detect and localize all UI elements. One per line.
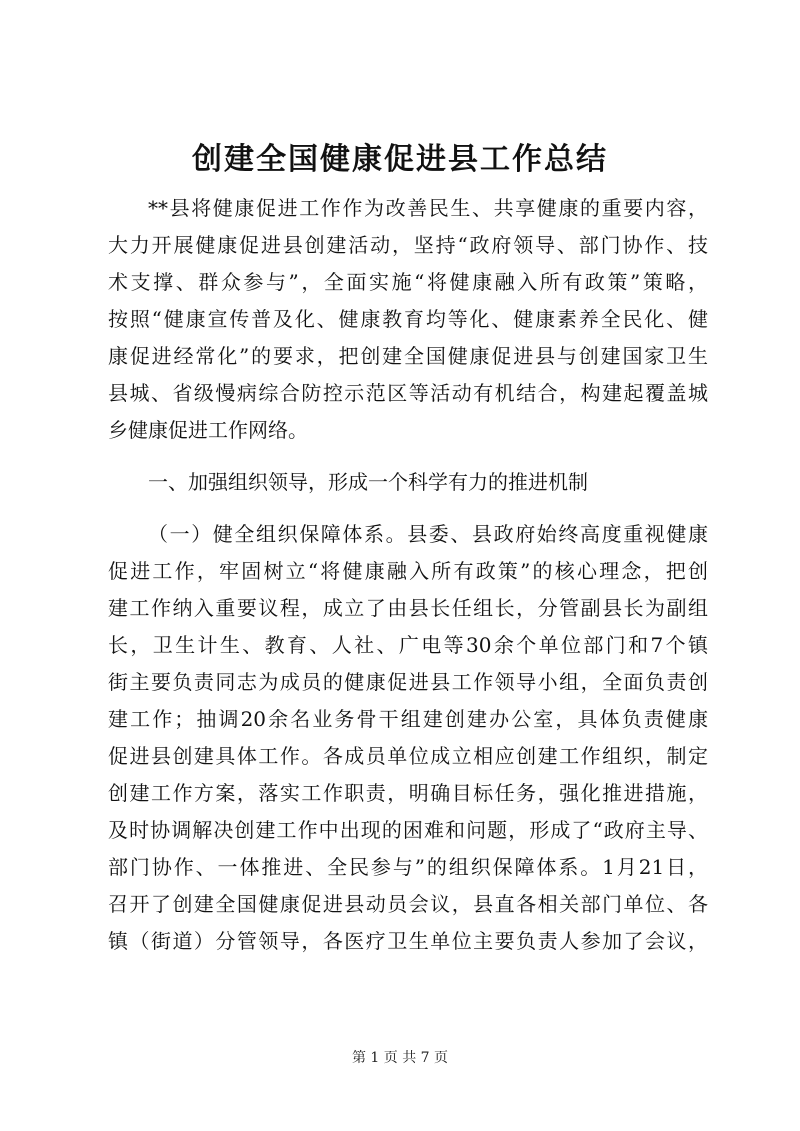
paragraph-line: **县将健康促进工作作为改善民生、共享健康的重要内容， (148, 196, 708, 220)
paragraph-line: 促进工作，牢固树立“将健康融入所有政策”的核心理念，把创 (108, 559, 708, 583)
paragraph-line: 促进县创建具体工作。各成员单位成立相应创建工作组织，制定 (108, 744, 708, 768)
paragraph-line: 召开了创建全国健康促进县动员会议，县直各相关部门单位、各 (108, 892, 708, 916)
paragraph-line: 县城、省级慢病综合防控示范区等活动有机结合，构建起覆盖城 (108, 381, 708, 405)
spacer (108, 501, 708, 516)
paragraph-line: 术支撑、群众参与”，全面实施“将健康融入所有政策”策略， (108, 270, 708, 294)
paragraph-2 (108, 516, 708, 960)
paragraph-line: 大力开展健康促进县创建活动，坚持“政府领导、部门协作、技 (108, 233, 708, 257)
document-body (108, 190, 708, 960)
paragraph-line: 长，卫生计生、教育、人社、广电等30余个单位部门和7个镇 (108, 633, 708, 657)
paragraph-line: 街主要负责同志为成员的健康促进县工作领导小组，全面负责创 (108, 670, 708, 694)
paragraph-line: 建工作；抽调20余名业务骨干组建创建办公室，具体负责健康 (108, 707, 708, 731)
section-heading: 一、加强组织领导，形成一个科学有力的推进机制 (148, 470, 588, 494)
page-number-footer: 第 1 页 共 7 页 (351, 1050, 449, 1066)
paragraph-line: 创建工作方案，落实工作职责，明确目标任务，强化推进措施， (108, 781, 708, 805)
document-title: 创建全国健康促进县工作总结 (192, 142, 608, 177)
paragraph-line: 部门协作、一体推进、全民参与”的组织保障体系。1月21日， (108, 855, 708, 879)
paragraph-line: 镇（街道）分管领导，各医疗卫生单位主要负责人参加了会议， (108, 929, 708, 953)
paragraph-line: 康促进经常化”的要求，把创建全国健康促进县与创建国家卫生 (108, 344, 708, 368)
paragraph-line: （一）健全组织保障体系。县委、县政府始终高度重视健康 (148, 522, 708, 546)
spacer (108, 449, 708, 464)
paragraph-line: 建工作纳入重要议程，成立了由县长任组长，分管副县长为副组 (108, 596, 708, 620)
paragraph-line: 乡健康促进工作网络。 (108, 418, 308, 442)
paragraph-1 (108, 190, 708, 449)
paragraph-line: 及时协调解决创建工作中出现的困难和问题，形成了“政府主导、 (108, 818, 708, 842)
paragraph-line: 按照“健康宣传普及化、健康教育均等化、健康素养全民化、健 (108, 307, 708, 331)
